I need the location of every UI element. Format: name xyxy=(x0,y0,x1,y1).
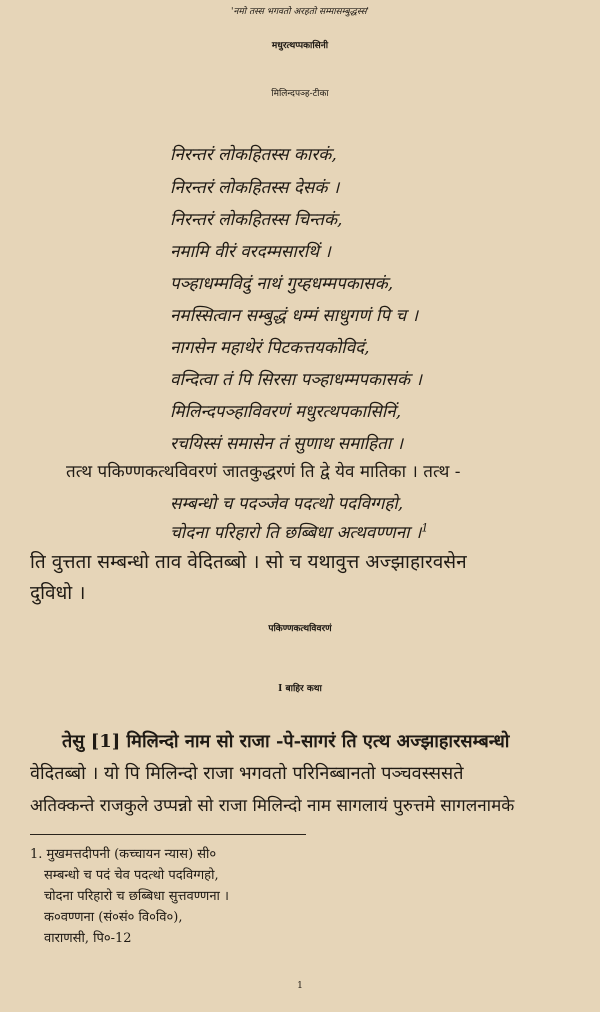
paragraph-line: अतिक्कन्ते राजकुले उप्पन्नो सो राजा मिलिन्दो नाम सागलायं पुरुत्तमे सागलनामके xyxy=(30,796,515,816)
footnote-mark: 1 xyxy=(421,521,429,535)
verse-line: नमामि वीरं वरदम्मसारथिं । xyxy=(170,242,331,262)
section-heading: पकिण्णकत्थविवरणं xyxy=(268,624,332,634)
paragraph-line: तेसु [1] मिलिन्दो नाम सो राजा -पे-सागरं ति एत्थ अज्झाहारसम्बन्धो xyxy=(62,731,510,752)
page-title: मधुरत्थप्पकासिनी xyxy=(271,41,329,51)
epigraph: 'नमो तस्स भगवतो अरहतो सम्मासम्बुद्धस्स' xyxy=(230,7,370,17)
paragraph-matika: तत्थ पकिण्णकत्थविवरणं जातकुद्धरणं ति द्वे येव मातिका । तत्थ - xyxy=(66,462,461,482)
page-subtitle: मिलिन्दपञ्ह-टीका xyxy=(271,89,329,99)
footnote-line: 1. मुखमत्तदीपनी (कच्चायन न्यास) सी० xyxy=(30,847,217,862)
verse-line: पञ्हाधम्मविदुं नाथं गुय्हधम्मपकासकं, xyxy=(170,274,394,294)
verse-text: चोदना परिहारो ति छब्बिधा अत्थवण्णना । xyxy=(170,523,422,543)
paragraph-line: वेदितब्बो । यो पि मिलिन्दो राजा भगवतो परिनिब्बानतो पञ्चवस्ससते xyxy=(30,763,464,784)
footnote-line: सम्बन्धो च पदं चेव पदत्थो पदविग्गहो, xyxy=(44,868,219,883)
verse-line: नमस्सित्वान सम्बुद्धं धम्मं साधुगणं पि च । xyxy=(170,306,419,326)
verse-line: मिलिन्दपञ्हाविवरणं मधुरत्थपकासिनिं, xyxy=(170,402,402,422)
paragraph-line: दुविधो । xyxy=(30,582,86,604)
paragraph-line: ति वुत्तता सम्बन्धो ताव वेदितब्बो । सो च यथावुत्त अज्झाहारवसेन xyxy=(30,551,467,573)
verse-line xyxy=(170,520,428,543)
verse-line: नागसेन महाथेरं पिटकत्तयकोविदं, xyxy=(170,338,370,358)
subsection-heading: I बाहिर कथा xyxy=(278,684,322,694)
page-number: 1 xyxy=(297,981,303,991)
footnote-divider xyxy=(30,834,306,835)
verse-line: निरन्तरं लोकहितस्स कारकं, xyxy=(170,145,337,165)
verse-line: निरन्तरं लोकहितस्स देसकं । xyxy=(170,178,340,198)
verse-line: रचयिस्सं समासेन तं सुणाथ समाहिता । xyxy=(170,434,404,454)
footnote-line: चोदना परिहारो च छब्बिधा सुत्तवण्णना । xyxy=(44,889,229,904)
verse-line: वन्दित्वा तं पि सिरसा पञ्हाधम्मपकासकं । xyxy=(170,370,422,390)
verse-line: निरन्तरं लोकहितस्स चिन्तकं, xyxy=(170,210,343,230)
verse-line: सम्बन्धो च पदञ्जेव पदत्थो पदविग्गहो, xyxy=(170,494,404,514)
footnote-line: वाराणसी, पि०-12 xyxy=(44,931,132,946)
footnote-line: क०वण्णना (सं०सं० वि०वि०), xyxy=(44,910,183,925)
